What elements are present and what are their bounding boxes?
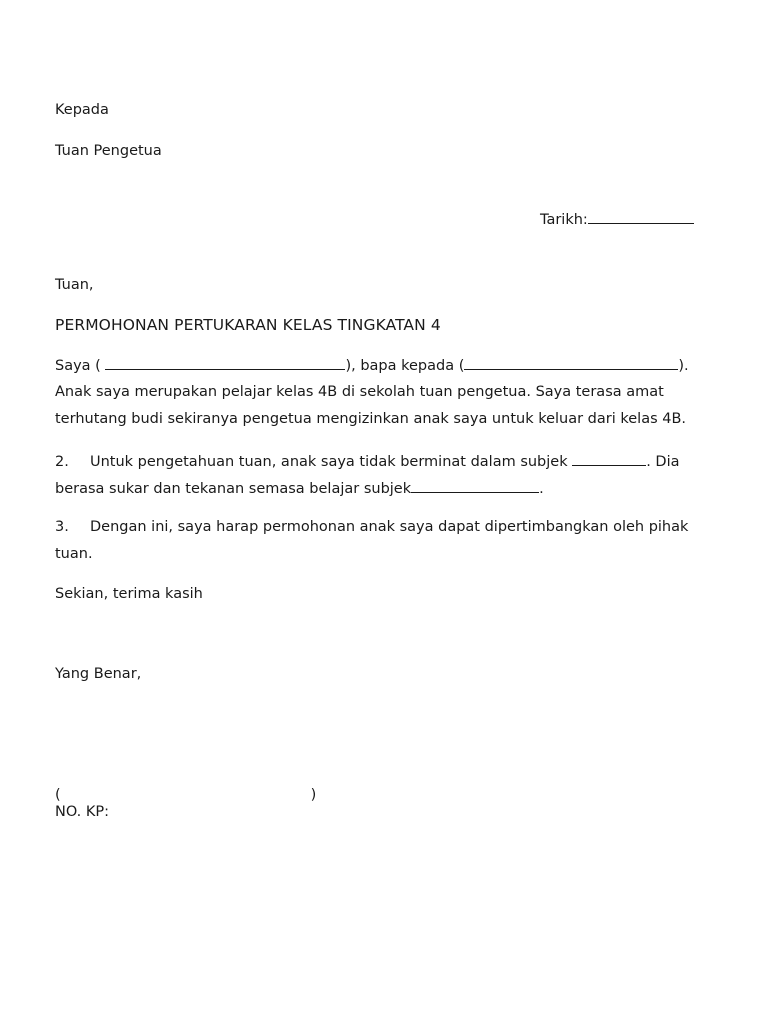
signature-close-paren: ) — [310, 787, 317, 803]
para3-line1: Dengan ini, saya harap permohonan anak saya dapat dipertimbangkan oleh pihak — [90, 519, 689, 535]
signature-name-line — [55, 786, 316, 804]
child-name-blank — [464, 355, 678, 370]
para1-end: ). — [678, 358, 689, 374]
para1-start: Saya ( — [55, 358, 101, 374]
paragraph-2-line-1 — [55, 451, 680, 471]
subject-blank-2 — [411, 478, 539, 493]
para2-line1-start: Untuk pengetahuan tuan, anak saya tidak berminat dalam subjek — [90, 454, 568, 470]
recipient-line-2: Tuan Pengetua — [55, 143, 162, 159]
paragraph-3-line-2: tuan. — [55, 546, 93, 562]
signature-open-paren: ( — [55, 787, 61, 803]
para2-line2-start: berasa sukar dan tekanan semasa belajar subjek — [55, 481, 412, 497]
paragraph-1-line-2: Anak saya merupakan pelajar kelas 4B di sekolah tuan pengetua. Saya terasa amat — [55, 384, 664, 400]
letter-subject: PERMOHONAN PERTUKARAN KELAS TINGKATAN 4 — [55, 316, 441, 334]
paragraph-3-line-1 — [55, 518, 688, 536]
para3-number: 3. — [55, 519, 69, 535]
para2-number: 2. — [55, 454, 69, 470]
recipient-line-1: Kepada — [55, 102, 109, 118]
closing: Sekian, terima kasih — [55, 586, 203, 602]
date-label: Tarikh: — [540, 212, 588, 228]
sign-off: Yang Benar, — [55, 666, 142, 682]
para2-line1-end: . Dia — [646, 454, 680, 470]
paragraph-1-line-1 — [55, 355, 689, 375]
id-number-label: NO. KP: — [55, 804, 110, 820]
paragraph-2-line-2 — [55, 478, 544, 498]
subject-blank-1 — [572, 451, 646, 466]
date-field — [540, 209, 694, 229]
para1-mid: ), bapa kepada ( — [345, 358, 465, 374]
paragraph-1-line-3: terhutang budi sekiranya pengetua mengizinkan anak saya untuk keluar dari kelas 4B. — [55, 411, 687, 427]
salutation: Tuan, — [55, 277, 94, 293]
para2-line2-end: . — [539, 481, 544, 497]
date-blank — [588, 209, 694, 224]
parent-name-blank — [105, 355, 345, 370]
